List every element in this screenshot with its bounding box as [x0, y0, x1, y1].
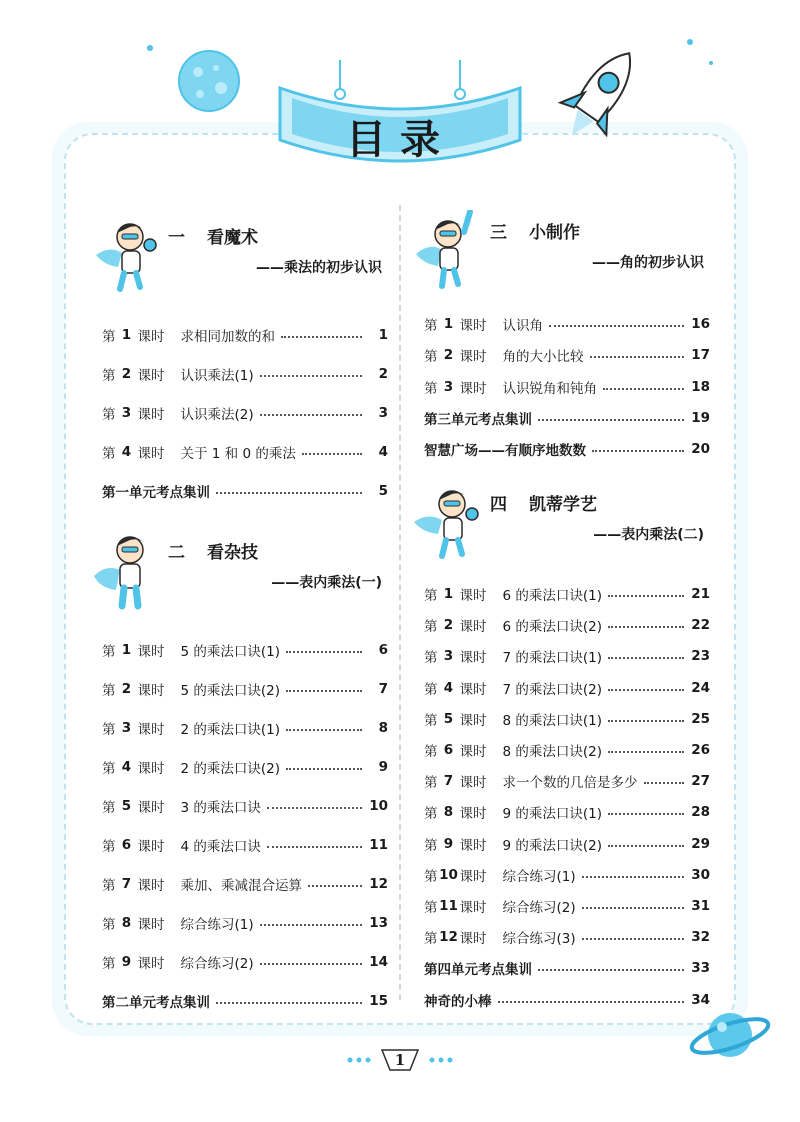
page-ref: 6: [378, 642, 388, 658]
page-title: 目录: [346, 117, 454, 163]
lesson-prefix: 第: [424, 380, 438, 397]
toc-entry[interactable]: [102, 874, 388, 894]
toc-entry[interactable]: [424, 377, 710, 397]
leader-dots: [267, 807, 362, 809]
star-icon: [708, 60, 714, 66]
lesson-prefix: 第: [424, 681, 438, 698]
toc-entry[interactable]: [102, 757, 388, 777]
lesson-unit-label: 课时: [137, 761, 165, 777]
page-ref: 14: [369, 954, 388, 970]
page-ref: 10: [369, 798, 388, 814]
page-ref: 18: [691, 378, 710, 395]
lesson-prefix: 第: [424, 931, 438, 948]
toc-entry[interactable]: [424, 345, 710, 365]
leader-dots: [260, 963, 362, 965]
lesson-number: 5: [443, 710, 454, 727]
page-ref: 2: [378, 366, 388, 382]
lesson-title: 2 的乘法口诀(2): [180, 761, 281, 777]
lesson-unit-label: 课时: [137, 644, 165, 660]
leader-dots: [608, 720, 684, 722]
page-ref: 30: [691, 866, 710, 883]
lesson-title: 综合练习(1): [502, 868, 576, 885]
lesson-prefix: 第: [424, 775, 438, 792]
leader-dots: [590, 356, 685, 358]
lesson-title: 5 的乘法口诀(1): [180, 644, 281, 660]
lesson-number: 6: [443, 742, 454, 758]
lesson-number: 3: [121, 720, 132, 736]
lesson-unit-label: 课时: [137, 800, 165, 816]
lesson-prefix: 第: [424, 318, 438, 334]
toc-entry[interactable]: [102, 403, 388, 423]
page-ref: 22: [691, 617, 710, 634]
unit-subtitle: ——角的初步认识: [592, 255, 704, 271]
page-ref: 28: [691, 804, 710, 821]
lesson-unit-label: 课时: [459, 681, 487, 698]
page-ref: 3: [378, 405, 388, 421]
lesson-number: 11: [439, 898, 458, 914]
toc-entry[interactable]: [424, 865, 710, 885]
page-ref: 31: [691, 898, 710, 914]
page-ref: 24: [691, 679, 710, 696]
leader-dots: [608, 813, 684, 815]
lesson-title: 第一单元考点集训: [102, 485, 210, 501]
unit-name: 看魔术: [207, 228, 258, 248]
toc-entry[interactable]: [424, 740, 710, 760]
lesson-prefix: 第: [424, 868, 438, 885]
page-ref: 15: [369, 993, 388, 1009]
lesson-number: 1: [121, 327, 132, 343]
lesson-unit-label: 课时: [137, 329, 165, 345]
lesson-prefix: 第: [424, 650, 438, 667]
unit-2-header: [90, 530, 390, 620]
page-ref: 1: [378, 327, 388, 343]
toc-entry[interactable]: [424, 802, 710, 822]
lesson-unit-label: 课时: [459, 380, 487, 397]
lesson-unit-label: 课时: [137, 407, 165, 423]
lesson-title: 乘加、乘减混合运算: [180, 878, 302, 894]
lesson-prefix: 第: [424, 619, 438, 636]
page-ref: 27: [691, 773, 710, 790]
leader-dots: [549, 325, 684, 327]
lesson-prefix: 第: [102, 878, 116, 894]
page-ref: 12: [369, 876, 388, 892]
lesson-number: 7: [121, 876, 132, 892]
toc-entry[interactable]: [424, 314, 710, 334]
lesson-number: 9: [443, 835, 454, 852]
lesson-number: 2: [443, 617, 454, 634]
lesson-prefix: 第: [424, 744, 438, 760]
lesson-prefix: 第: [102, 800, 116, 816]
unit-title: [168, 223, 258, 248]
leader-dots: [260, 924, 362, 926]
lesson-title: 7 的乘法口诀(1): [502, 650, 603, 667]
right-column: [412, 210, 712, 1010]
lesson-title: 关于 1 和 0 的乘法: [180, 446, 296, 462]
leader-dots: [286, 768, 362, 770]
lesson-unit-label: 课时: [137, 722, 165, 738]
lesson-title: 认识乘法(2): [180, 407, 254, 423]
lesson-title: 5 的乘法口诀(2): [180, 683, 281, 699]
lesson-number: 8: [121, 915, 132, 931]
page-ref: 20: [691, 441, 710, 458]
lesson-unit-label: 课时: [137, 446, 165, 462]
lesson-title: 认识锐角和钝角: [502, 380, 597, 397]
title-banner: [270, 60, 530, 180]
toc-entry[interactable]: [424, 990, 710, 1010]
lesson-title: 认识乘法(1): [180, 368, 254, 384]
lesson-title: 神奇的小棒: [424, 993, 492, 1010]
lesson-title: 求一个数的几倍是多少: [502, 775, 638, 792]
star-icon: [686, 38, 694, 46]
lesson-title: 2 的乘法口诀(1): [180, 722, 281, 738]
lesson-title: 6 的乘法口诀(1): [502, 588, 603, 604]
unit-name: 小制作: [529, 223, 580, 243]
lesson-unit-label: 课时: [459, 318, 487, 334]
leader-dots: [608, 626, 684, 628]
unit-number: 三: [490, 223, 507, 243]
page-ref: 23: [691, 648, 710, 665]
lesson-number: 4: [443, 679, 454, 696]
lesson-number: 12: [439, 929, 458, 946]
unit-title: [490, 490, 597, 515]
leader-dots: [538, 969, 684, 971]
toc-entry[interactable]: [102, 952, 388, 972]
lesson-unit-label: 课时: [459, 619, 487, 636]
leader-dots: [608, 595, 684, 597]
lesson-title: 8 的乘法口诀(1): [502, 712, 603, 729]
unit-subtitle: ——乘法的初步认识: [256, 260, 382, 276]
page-ref: 5: [378, 483, 388, 499]
lesson-title: 综合练习(2): [180, 956, 254, 972]
leader-dots: [286, 729, 362, 731]
leader-dots: [592, 450, 684, 452]
lesson-unit-label: 课时: [459, 868, 487, 885]
toc-entry[interactable]: [424, 584, 710, 604]
leader-dots: [216, 1002, 362, 1004]
lesson-title: 9 的乘法口诀(1): [502, 806, 603, 823]
lesson-prefix: 第: [102, 761, 116, 777]
column-divider: [399, 205, 401, 1000]
leader-dots: [308, 885, 362, 887]
toc-entry[interactable]: [102, 364, 388, 384]
lesson-number: 9: [121, 954, 132, 970]
rocket-icon: [540, 40, 660, 150]
toc-entry[interactable]: [102, 640, 388, 660]
lesson-number: 3: [121, 405, 132, 421]
lesson-prefix: 第: [102, 722, 116, 738]
superhero-mascot-icon: [412, 482, 484, 562]
lesson-prefix: 第: [424, 837, 438, 854]
toc-entry[interactable]: [102, 796, 388, 816]
leader-dots: [302, 453, 362, 455]
lesson-prefix: 第: [102, 329, 116, 345]
lesson-prefix: 第: [424, 806, 438, 823]
lesson-title: 智慧广场——有顺序地数数: [424, 443, 586, 460]
lesson-unit-label: 课时: [459, 712, 487, 729]
toc-entry[interactable]: [424, 834, 710, 854]
leader-dots: [608, 845, 684, 847]
lesson-number: 2: [443, 347, 454, 364]
lesson-number: 7: [443, 773, 454, 790]
unit-number: 四: [490, 495, 507, 515]
lesson-unit-label: 课时: [137, 878, 165, 894]
lesson-title: 求相同加数的和: [180, 329, 275, 345]
unit-number: 一: [168, 228, 185, 248]
toc-entry[interactable]: [424, 439, 710, 459]
lesson-title: 9 的乘法口诀(2): [502, 837, 603, 854]
lesson-prefix: 第: [102, 683, 116, 699]
lesson-number: 1: [443, 316, 454, 332]
unit-title: [490, 218, 580, 243]
toc-entry[interactable]: [424, 615, 710, 635]
lesson-number: 4: [121, 759, 132, 775]
page-ref: 7: [378, 681, 388, 697]
page-ref: 9: [378, 759, 388, 775]
leader-dots: [281, 336, 362, 338]
page-ref: 17: [691, 347, 710, 364]
toc-entry[interactable]: [102, 679, 388, 699]
superhero-mascot-icon: [412, 210, 484, 290]
lesson-unit-label: 课时: [137, 956, 165, 972]
leader-dots: [286, 651, 362, 653]
lesson-unit-label: 课时: [459, 588, 487, 604]
lesson-unit-label: 课时: [459, 931, 487, 948]
lesson-number: 2: [121, 681, 132, 697]
leader-dots: [260, 375, 362, 377]
lesson-unit-label: 课时: [459, 806, 487, 823]
leader-dots: [538, 419, 684, 421]
lesson-unit-label: 课时: [137, 368, 165, 384]
star-icon: [346, 1055, 372, 1065]
unit-1-header: [90, 215, 390, 305]
lesson-title: 3 的乘法口诀: [180, 800, 261, 816]
lesson-number: 3: [443, 378, 454, 395]
lesson-title: 8 的乘法口诀(2): [502, 744, 603, 760]
leader-dots: [608, 751, 684, 753]
leader-dots: [216, 492, 362, 494]
unit-title: [168, 538, 258, 563]
leader-dots: [267, 846, 362, 848]
leader-dots: [608, 689, 684, 691]
toc-entry[interactable]: [102, 991, 388, 1011]
page-ref: 34: [691, 991, 710, 1008]
lesson-unit-label: 课时: [459, 775, 487, 792]
page-ref: 8: [378, 720, 388, 736]
page-ref: 32: [691, 929, 710, 946]
lesson-unit-label: 课时: [137, 683, 165, 699]
superhero-mascot-icon: [90, 215, 162, 295]
unit-number: 二: [168, 543, 185, 563]
lesson-prefix: 第: [102, 407, 116, 423]
lesson-prefix: 第: [102, 839, 116, 855]
toc-entry[interactable]: [102, 481, 388, 501]
lesson-prefix: 第: [102, 917, 116, 933]
toc-entry[interactable]: [102, 718, 388, 738]
lesson-unit-label: 课时: [137, 917, 165, 933]
page-ref: 33: [691, 960, 710, 977]
leader-dots: [608, 657, 684, 659]
toc-entry[interactable]: [424, 646, 710, 666]
left-column: [90, 215, 390, 1011]
lesson-prefix: 第: [102, 446, 116, 462]
toc-entry[interactable]: [102, 325, 388, 345]
leader-dots: [286, 690, 362, 692]
unit-4-header: [412, 482, 712, 572]
lesson-title: 第四单元考点集训: [424, 962, 532, 979]
leader-dots: [644, 782, 685, 784]
lesson-unit-label: 课时: [459, 650, 487, 667]
leader-dots: [603, 388, 684, 390]
lesson-unit-label: 课时: [459, 349, 487, 366]
planet-icon: [176, 48, 242, 114]
lesson-title: 综合练习(3): [502, 931, 576, 948]
ringed-planet-icon: [688, 1000, 772, 1070]
lesson-number: 6: [121, 837, 132, 853]
toc-entry[interactable]: [102, 913, 388, 933]
leader-dots: [582, 938, 684, 940]
lesson-number: 4: [121, 444, 132, 460]
toc-entry[interactable]: [424, 958, 710, 978]
page-ref: 4: [378, 444, 388, 460]
star-icon: [146, 44, 154, 52]
lesson-prefix: 第: [424, 712, 438, 729]
lesson-number: 5: [121, 798, 132, 814]
lesson-title: 综合练习(1): [180, 917, 254, 933]
leader-dots: [260, 414, 362, 416]
superhero-mascot-icon: [90, 530, 162, 610]
page-ref: 16: [691, 316, 710, 332]
lesson-title: 第三单元考点集训: [424, 411, 532, 428]
lesson-prefix: 第: [424, 900, 438, 916]
lesson-title: 4 的乘法口诀: [180, 839, 261, 855]
toc-entry[interactable]: [424, 709, 710, 729]
page-ref: 21: [691, 586, 710, 602]
lesson-unit-label: 课时: [459, 900, 487, 916]
page-ref: 11: [369, 837, 388, 853]
lesson-number: 1: [443, 586, 454, 602]
leader-dots: [582, 907, 684, 909]
lesson-prefix: 第: [424, 588, 438, 604]
lesson-prefix: 第: [102, 644, 116, 660]
page-ref: 19: [691, 409, 710, 426]
lesson-title: 综合练习(2): [502, 900, 576, 916]
toc-entry[interactable]: [102, 835, 388, 855]
lesson-title: 第二单元考点集训: [102, 995, 210, 1011]
page-ref: 26: [691, 742, 710, 758]
toc-entry[interactable]: [424, 678, 710, 698]
star-icon: [428, 1055, 454, 1065]
page-ref: 25: [691, 710, 710, 727]
lesson-number: 3: [443, 648, 454, 665]
lesson-number: 8: [443, 804, 454, 821]
lesson-title: 认识角: [502, 318, 543, 334]
lesson-unit-label: 课时: [459, 744, 487, 760]
page-number: 1: [394, 1051, 406, 1069]
lesson-title: 角的大小比较: [502, 349, 584, 366]
lesson-prefix: 第: [102, 368, 116, 384]
lesson-prefix: 第: [102, 956, 116, 972]
lesson-unit-label: 课时: [459, 837, 487, 854]
leader-dots: [582, 876, 684, 878]
lesson-number: 2: [121, 366, 132, 382]
lesson-title: 6 的乘法口诀(2): [502, 619, 603, 636]
lesson-number: 1: [121, 642, 132, 658]
unit-name: 凯蒂学艺: [529, 495, 597, 515]
toc-entry[interactable]: [424, 408, 710, 428]
toc-entry[interactable]: [424, 927, 710, 947]
toc-entry[interactable]: [424, 771, 710, 791]
unit-name: 看杂技: [207, 543, 258, 563]
unit-3-header: [412, 210, 712, 300]
lesson-title: 7 的乘法口诀(2): [502, 681, 603, 698]
unit-subtitle: ——表内乘法(一): [271, 575, 382, 591]
toc-entry[interactable]: [424, 896, 710, 916]
unit-subtitle: ——表内乘法(二): [593, 527, 704, 543]
leader-dots: [498, 1001, 685, 1003]
page-ref: 13: [369, 915, 388, 931]
page-ref: 29: [691, 835, 710, 852]
lesson-prefix: 第: [424, 349, 438, 366]
toc-entry[interactable]: [102, 442, 388, 462]
lesson-number: 10: [439, 866, 458, 883]
lesson-unit-label: 课时: [137, 839, 165, 855]
